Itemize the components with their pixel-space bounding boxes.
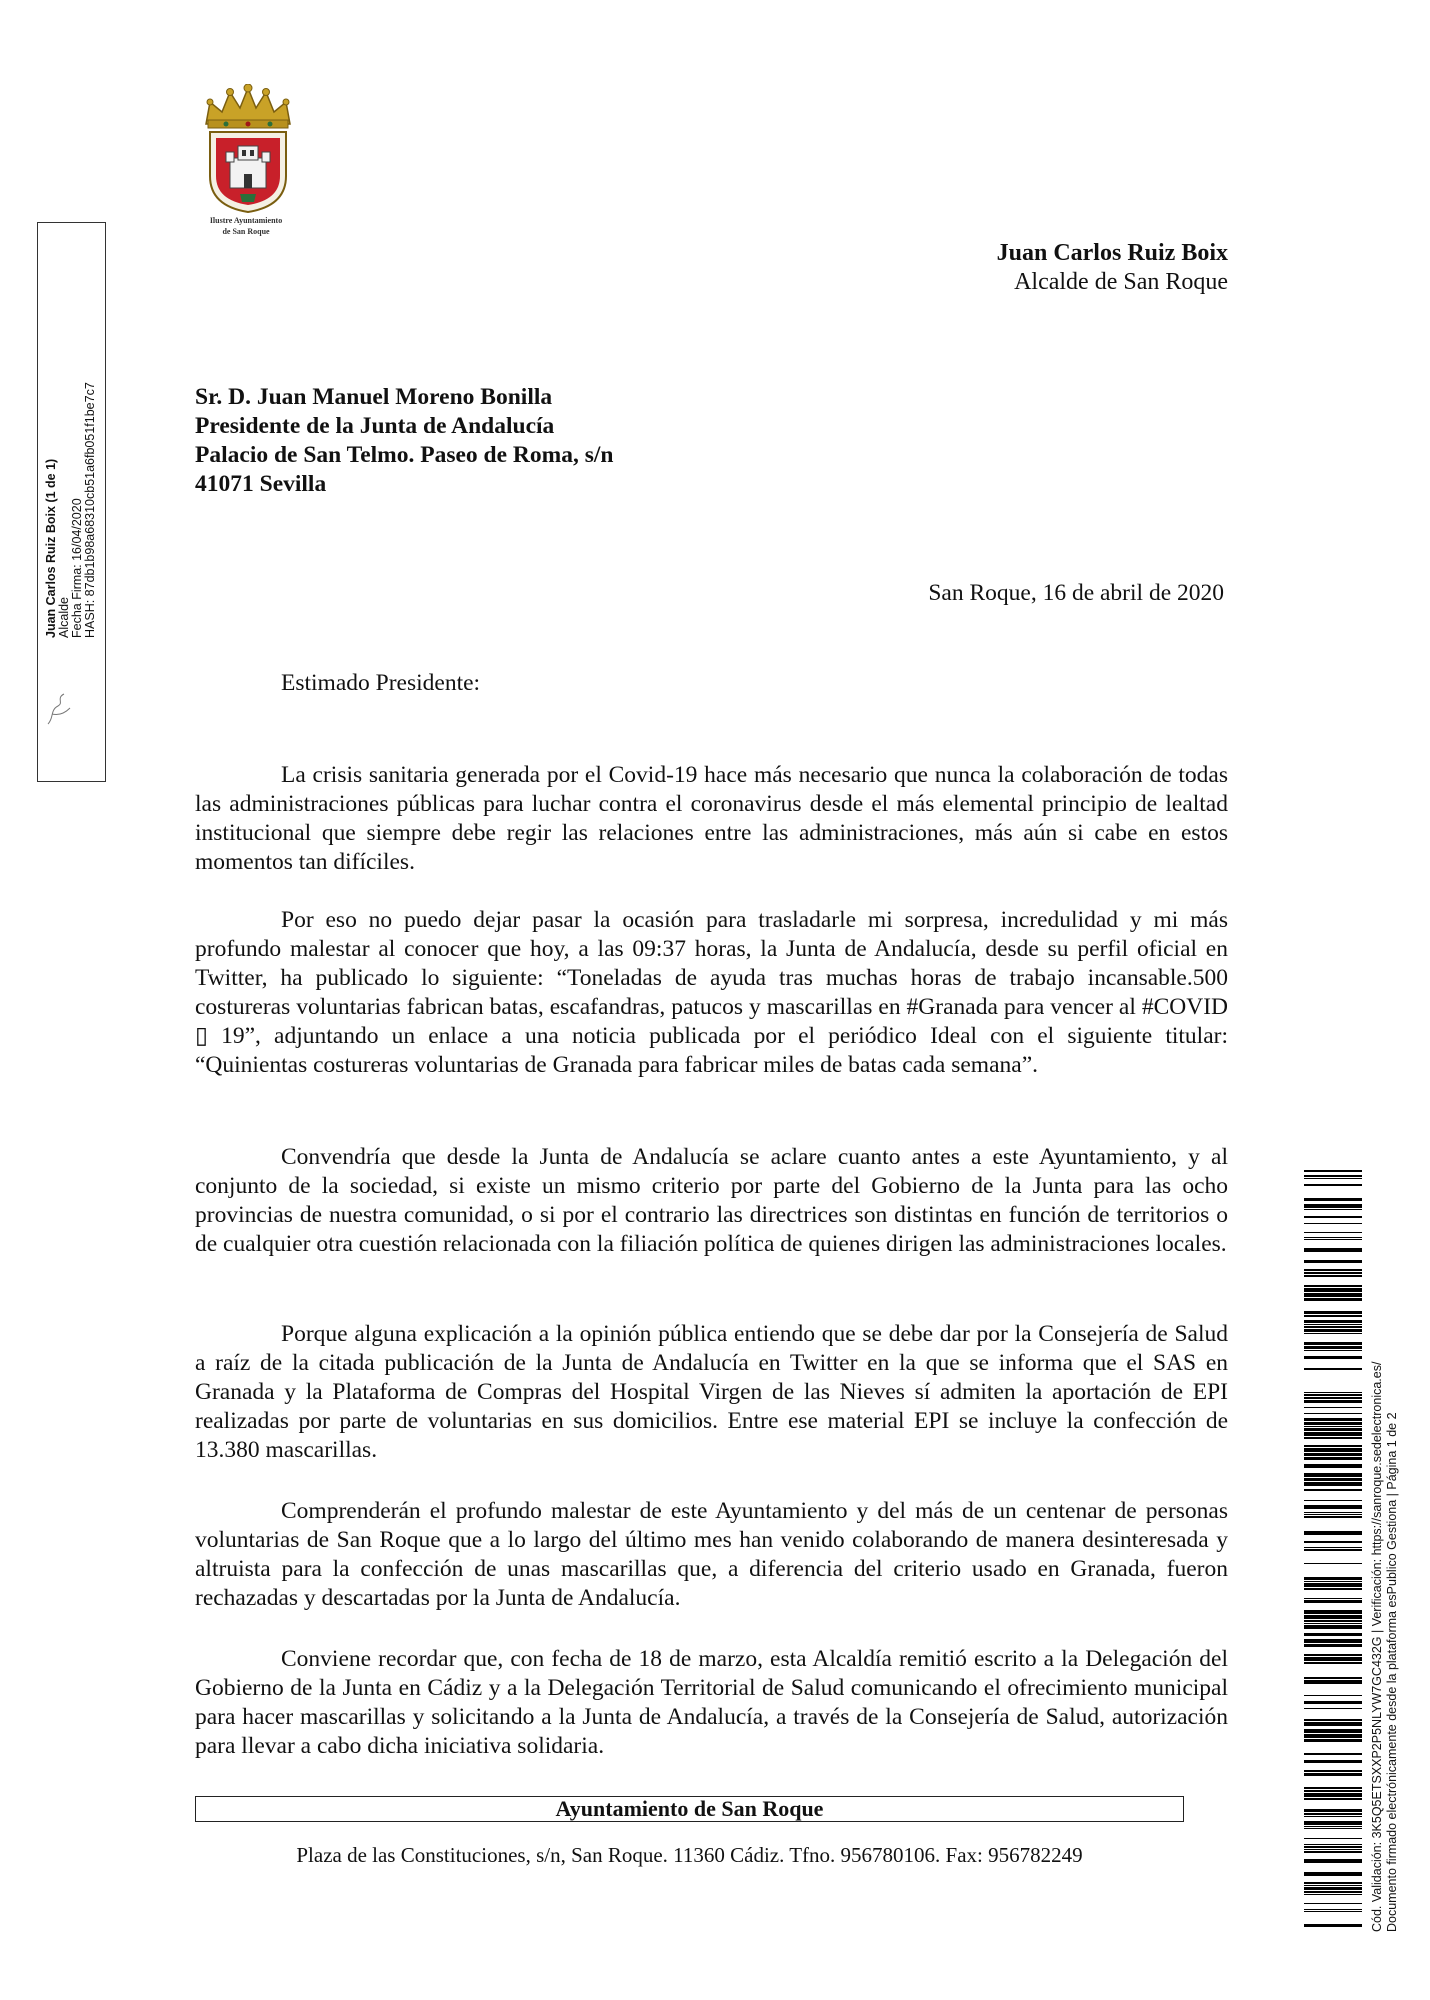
barcode-bar [1304, 1821, 1362, 1825]
barcode-bar [1304, 1909, 1362, 1910]
barcode-bar [1304, 1397, 1362, 1399]
barcode-bar [1304, 1223, 1362, 1224]
barcode-bar [1304, 1170, 1362, 1172]
stamp-sign-date: Fecha Firma: 16/04/2020 [70, 498, 84, 638]
barcode-bar [1304, 1248, 1362, 1252]
barcode-bar [1304, 1844, 1362, 1845]
footer-address: Plaza de las Constituciones, s/n, San Roque. 11360 Cádiz. Tfno. 956780106. Fax: 956782249 [296, 1843, 1083, 1867]
barcode-bar [1304, 1891, 1362, 1893]
barcode-bar [1304, 1204, 1362, 1208]
barcode-bar [1304, 1426, 1362, 1427]
barcode-bar [1304, 1798, 1362, 1800]
barcode-bar [1304, 1288, 1362, 1292]
sender-title: Alcalde de San Roque [1014, 269, 1228, 295]
barcode-bar [1304, 1885, 1362, 1886]
barcode-bar [1304, 1315, 1362, 1317]
barcode-bar [1304, 1285, 1362, 1287]
barcode-bar [1304, 1577, 1362, 1580]
barcode-bar [1304, 1828, 1362, 1829]
barcode-bar [1304, 1924, 1362, 1927]
barcode-bar [1304, 1547, 1362, 1548]
barcode-bar [1304, 1394, 1362, 1396]
barcode-bar [1304, 1514, 1362, 1515]
barcode-bar [1304, 1734, 1362, 1738]
barcode-bar [1304, 1625, 1362, 1629]
barcode-bar [1304, 1887, 1362, 1890]
barcode-bar [1304, 1657, 1362, 1661]
validation-barcode [1304, 1170, 1362, 1930]
barcode-bar [1304, 1816, 1362, 1817]
barcode-bar [1304, 1760, 1362, 1763]
barcode-bar [1304, 1911, 1362, 1912]
barcode-bar [1304, 1598, 1362, 1599]
barcode-bar [1304, 1639, 1362, 1643]
barcode-bar [1304, 1549, 1362, 1551]
barcode-bar [1304, 1695, 1362, 1696]
barcode-bar [1304, 1311, 1362, 1314]
barcode-bar [1304, 1239, 1362, 1240]
barcode-bar [1304, 1184, 1362, 1186]
barcode-bar [1304, 1516, 1362, 1518]
barcode-bar [1304, 1392, 1362, 1393]
stamp-role: Alcalde [57, 597, 71, 638]
barcode-bar [1304, 1275, 1362, 1277]
barcode-bar [1304, 1859, 1362, 1863]
barcode-bar [1304, 1708, 1362, 1709]
barcode-bar [1304, 1739, 1362, 1742]
barcode-bar [1304, 1826, 1362, 1827]
barcode-bar [1304, 1464, 1362, 1468]
barcode-bar [1304, 1894, 1362, 1895]
barcode-bar [1304, 1445, 1362, 1447]
barcode-bar [1304, 1269, 1362, 1271]
crest-caption-line-2: de San Roque [222, 227, 270, 236]
footer-organization: Ayuntamiento de San Roque [195, 1796, 1184, 1822]
body-paragraph-6: Conviene recordar que, con fecha de 18 de marzo, esta Alcaldía remitió escrito a la Delegación del Gobierno de la Junta en Cádiz y a la Delegación Territorial de Salud comunicando el ofrecimiento municipal para hacer mascarillas y solicitando a la Junta de Andalucía, a través de la Consejería de Salud, autorización para llevar a cabo dicha iniciativa solidaria. [195, 1646, 1228, 1759]
salutation: Estimado Presidente: [281, 670, 481, 696]
barcode-bar [1304, 1644, 1362, 1647]
barcode-bar [1304, 1813, 1362, 1815]
barcode-bar [1304, 1680, 1362, 1684]
barcode-bar [1304, 1851, 1362, 1853]
barcode-bar [1304, 1272, 1362, 1274]
barcode-bar [1304, 1623, 1362, 1624]
barcode-bar [1304, 1418, 1362, 1421]
addressee-city: 41071 Sevilla [195, 471, 327, 497]
barcode-bar [1304, 1482, 1362, 1486]
barcode-bar [1304, 1722, 1362, 1726]
barcode-bar [1304, 1346, 1362, 1349]
handwritten-signature [44, 690, 74, 735]
barcode-bar [1304, 1903, 1362, 1904]
crest-caption-line-1: Ilustre Ayuntamiento [209, 216, 283, 225]
barcode-bar [1304, 1448, 1362, 1452]
body-paragraph-5: Comprenderán el profundo malestar de este Ayuntamiento y del más de un centenar de personas voluntarias de San Roque que a lo largo del último mes han venido colaborando de manera desinteresada y altruista para la confección de unas mascarillas que, a diferencia del criterio usado en Granada, fueron rechazadas y descartadas por la Junta de Andalucía. [195, 1498, 1228, 1611]
barcode-bar [1304, 1453, 1362, 1456]
barcode-bar [1304, 1473, 1362, 1477]
barcode-bar [1304, 1400, 1362, 1403]
letter-date: San Roque, 16 de abril de 2020 [928, 580, 1224, 606]
barcode-bar [1304, 1729, 1362, 1733]
barcode-bar [1304, 1237, 1362, 1238]
barcode-bar [1304, 1615, 1362, 1619]
barcode-bar [1304, 1773, 1362, 1776]
barcode-bar [1304, 1581, 1362, 1582]
stamp-hash: HASH: 87db1b98a68310cb51a6fb051f1be7c7 [83, 382, 97, 638]
barcode-bar [1304, 1457, 1362, 1460]
barcode-bar [1304, 1478, 1362, 1481]
barcode-bar [1304, 1198, 1362, 1201]
barcode-bar [1304, 1872, 1362, 1876]
barcode-bar [1304, 1719, 1362, 1721]
barcode-bar [1304, 1610, 1362, 1614]
barcode-bar [1304, 1209, 1362, 1210]
barcode-bar [1304, 1422, 1362, 1425]
barcode-bar [1304, 1356, 1362, 1359]
addressee-street: Palacio de San Telmo. Paseo de Roma, s/n [195, 442, 614, 468]
addressee-name: Sr. D. Juan Manuel Moreno Bonilla [195, 384, 553, 410]
barcode-bar [1304, 1849, 1362, 1850]
barcode-bar [1304, 1342, 1362, 1345]
barcode-bar [1304, 1324, 1362, 1325]
body-paragraph-4: Porque alguna explicación a la opinión pública entiendo que se debe dar por la Consejería de Salud a raíz de la citada publicación de la Junta de Andalucía en Twitter en la que se informa que el SAS en Granada y la Plataforma de Compras del Hospital Virgen de las Nieves sí admiten la aportación de EPI realizadas por parte de voluntarias en sus domicilios. Entre ese material EPI se incluye la confección de 13.380 mascarillas. [195, 1321, 1228, 1463]
body-paragraph-1: La crisis sanitaria generada por el Covid-19 hace más necesario que nunca la colaboración de todas las administraciones públicas para luchar contra el coronavirus desde el más elemental principio de lealtad institucional que siempre debe regir las relaciones entre las administraciones, más aún si cabe en estos momentos tan difíciles. [195, 762, 1228, 875]
barcode-bar [1304, 1677, 1362, 1679]
barcode-bar [1304, 1320, 1362, 1323]
barcode-bar [1304, 1662, 1362, 1664]
barcode-bar [1304, 1809, 1362, 1812]
barcode-bar [1304, 1293, 1362, 1297]
barcode-bar [1304, 1846, 1362, 1848]
barcode-bar [1304, 1563, 1362, 1564]
stamp-signer: Juan Carlos Ruiz Boix (1 de 1) [44, 458, 58, 638]
barcode-bar [1304, 1407, 1362, 1408]
barcode-bar [1304, 1838, 1362, 1839]
barcode-bar [1304, 1500, 1362, 1501]
barcode-bar [1304, 1882, 1362, 1884]
barcode-bar [1304, 1793, 1362, 1797]
barcode-bar [1304, 1790, 1362, 1792]
body-paragraph-3: Convendría que desde la Junta de Andalucía se aclare cuanto antes a este Ayuntamiento, y al conjunto de la sociedad, si existe un mismo criterio por parte del Gobierno de la Junta para las ocho provincias de nuestra comunidad, o si por el contrario las directrices son distintas en función de territorios o de cualquier otra cuestión relacionada con la filiación política de quienes dirigen las administraciones locales. [195, 1144, 1228, 1257]
barcode-bar [1304, 1298, 1362, 1301]
barcode-bar [1304, 1620, 1362, 1622]
barcode-bar [1304, 1600, 1362, 1603]
barcode-bar [1304, 1178, 1362, 1179]
barcode-bar [1304, 1428, 1362, 1431]
barcode-bar [1304, 1701, 1362, 1704]
barcode-bar [1304, 1333, 1362, 1334]
coat-of-arms-logo [196, 84, 300, 234]
body-paragraph-2: Por eso no puedo dejar pasar la ocasión para trasladarle mi sorpresa, incredulidad y mi más profundo malestar al conocer que hoy, a las 09:37 horas, la Junta de Andalucía, desde su perfil oficial en Twitter, ha publicado lo siguiente: “Toneladas de ayuda tras muchas horas de trabajo incansable.500 costureras voluntarias fabrican batas, escafandras, patucos y mascarillas en #Granada para vencer al #COVID ▯ 19”, adjuntando un enlace a una noticia publicada por el periódico Ideal con el siguiente titular: “Quinientas costureras voluntarias de Granada para fabricar miles de batas cada semana”. [195, 907, 1228, 1078]
addressee-position: Presidente de la Junta de Andalucía [195, 413, 555, 439]
barcode-bar [1304, 1505, 1362, 1509]
barcode-bar [1304, 1232, 1362, 1233]
barcode-bar [1304, 1432, 1362, 1436]
barcode-bar [1304, 1633, 1362, 1636]
barcode-bar [1304, 1787, 1362, 1789]
barcode-bar [1304, 1531, 1362, 1535]
barcode-bar [1304, 1588, 1362, 1590]
barcode-bar [1304, 1654, 1362, 1656]
barcode-bar [1304, 1329, 1362, 1332]
verification-platform: Documento firmado electrónicamente desde la plataforma esPublico Gestiona | Página 1 de 2 [1385, 1412, 1399, 1932]
barcode-bar [1304, 1583, 1362, 1587]
barcode-bar [1304, 1512, 1362, 1513]
barcode-bar [1304, 1326, 1362, 1328]
barcode-bar [1304, 1260, 1362, 1263]
barcode-bar [1304, 1216, 1362, 1218]
barcode-bar [1304, 1437, 1362, 1439]
barcode-bar [1304, 1175, 1362, 1177]
barcode-bar [1304, 1350, 1362, 1351]
verification-code: Cód. Validación: 3K5Q5ETSXXP2P5NLYW7GC432G | Verificación: https://sanroque.sedelectronica.es/ [1370, 1361, 1384, 1932]
barcode-bar [1304, 1413, 1362, 1414]
barcode-bar [1304, 1541, 1362, 1543]
barcode-bar [1304, 1770, 1362, 1772]
barcode-bar [1304, 1489, 1362, 1491]
sender-name: Juan Carlos Ruiz Boix [996, 240, 1228, 266]
barcode-bar [1304, 1368, 1362, 1370]
barcode-bar [1304, 1753, 1362, 1755]
